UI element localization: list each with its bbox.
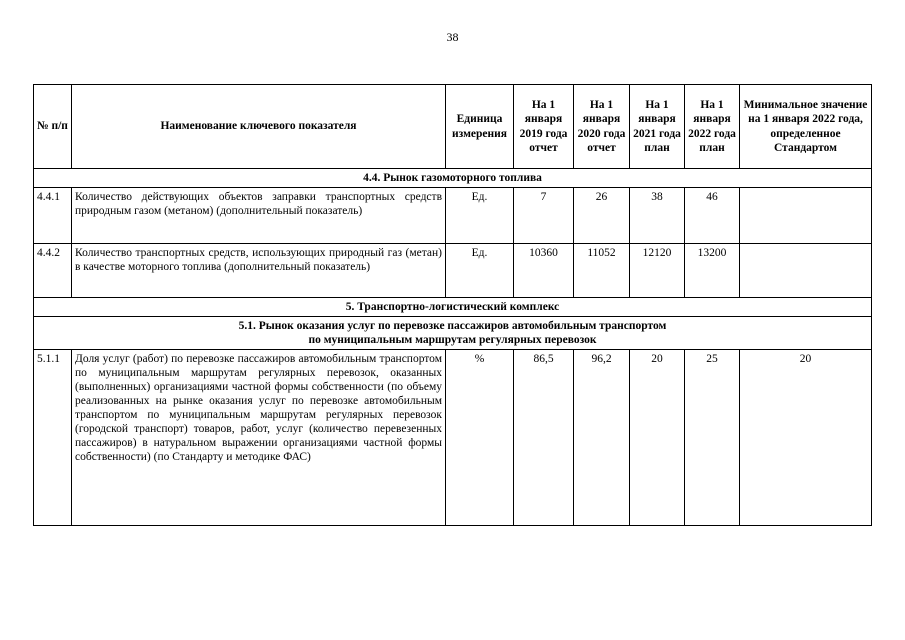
page-number: 38 bbox=[446, 30, 459, 44]
row-2019: 86,5 bbox=[514, 350, 574, 526]
header-2019: На 1 января 2019 года отчет bbox=[514, 85, 574, 169]
row-unit: Ед. bbox=[446, 188, 514, 244]
table-row bbox=[34, 244, 872, 298]
header-2021: На 1 января 2021 года план bbox=[630, 85, 685, 169]
section-4-4: 4.4. Рынок газомоторного топлива bbox=[34, 169, 872, 188]
row-2021: 20 bbox=[630, 350, 685, 526]
row-name: Количество транспортных средств, использующих природный газ (метан) в качестве моторного топлива (дополнительный показатель) bbox=[72, 244, 446, 298]
section-row bbox=[34, 317, 872, 350]
header-2022: На 1 января 2022 года план bbox=[685, 85, 740, 169]
row-2020: 26 bbox=[574, 188, 630, 244]
header-unit: Единица измерения bbox=[446, 85, 514, 169]
header-name: Наименование ключевого показателя bbox=[72, 85, 446, 169]
row-2019: 7 bbox=[514, 188, 574, 244]
section-5-1-line2: по муниципальным маршрутам регулярных перевозок bbox=[308, 334, 597, 347]
row-2020: 11052 bbox=[574, 244, 630, 298]
row-num: 4.4.2 bbox=[34, 244, 72, 298]
row-min bbox=[740, 244, 872, 298]
row-2021: 38 bbox=[630, 188, 685, 244]
header-num: № п/п bbox=[34, 85, 72, 169]
row-2022: 46 bbox=[685, 188, 740, 244]
row-unit: Ед. bbox=[446, 244, 514, 298]
row-2021: 12120 bbox=[630, 244, 685, 298]
header-2020: На 1 января 2020 года отчет bbox=[574, 85, 630, 169]
row-min: 20 bbox=[740, 350, 872, 526]
section-5-1 bbox=[34, 317, 872, 350]
row-unit: % bbox=[446, 350, 514, 526]
indicators-table bbox=[33, 84, 872, 526]
row-2019: 10360 bbox=[514, 244, 574, 298]
row-name: Доля услуг (работ) по перевозке пассажиров автомобильным транспортом по муниципальным маршрутам регулярных перевозок, оказанных (выполненных) организациями частной формы собственности (по объему реализованных на рынке оказания услуг по перевозке автомобильным транспортом по муниципальным маршрутам регулярных перевозок (городской транспорт) товаров, работ, услуг (количество перевезенных пассажиров) в натуральном выражении организациями частной формы собственности) (по Стандарту и методике ФАС) bbox=[72, 350, 446, 526]
row-2022: 25 bbox=[685, 350, 740, 526]
table-row bbox=[34, 350, 872, 526]
section-5-1-line1: 5.1. Рынок оказания услуг по перевозке пассажиров автомобильным транспортом bbox=[238, 320, 667, 333]
header-min: Минимальное значение на 1 января 2022 года, определенное Стандартом bbox=[740, 85, 872, 169]
section-row bbox=[34, 298, 872, 317]
section-5: 5. Транспортно-логистический комплекс bbox=[34, 298, 872, 317]
table-header-row bbox=[34, 85, 872, 169]
row-2020: 96,2 bbox=[574, 350, 630, 526]
section-row bbox=[34, 169, 872, 188]
row-2022: 13200 bbox=[685, 244, 740, 298]
row-num: 4.4.1 bbox=[34, 188, 72, 244]
row-name: Количество действующих объектов заправки транспортных средств природным газом (метаном) (дополнительный показатель) bbox=[72, 188, 446, 244]
table-row bbox=[34, 188, 872, 244]
row-num: 5.1.1 bbox=[34, 350, 72, 526]
row-min bbox=[740, 188, 872, 244]
